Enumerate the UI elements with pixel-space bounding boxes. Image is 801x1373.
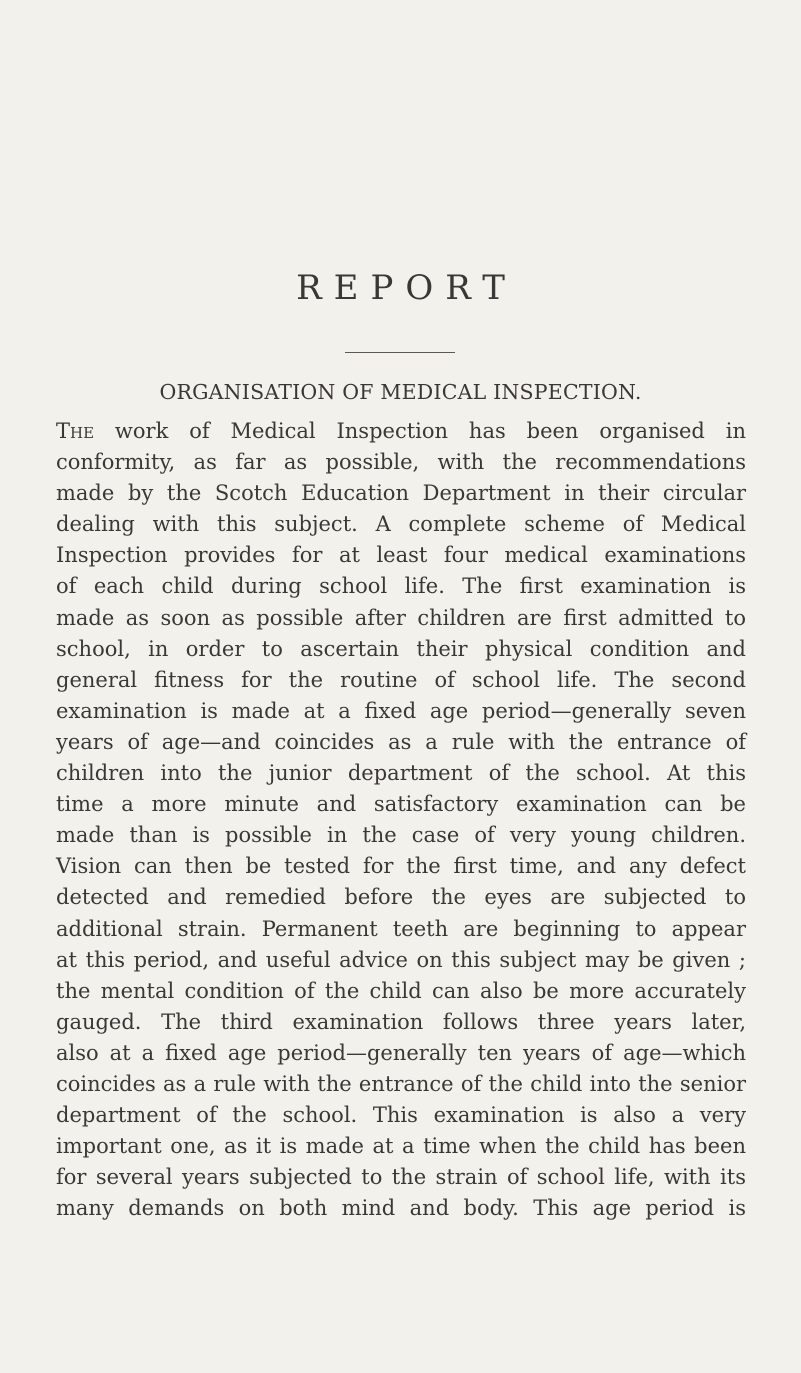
text-line: made by the Scotch Education Department in their circular [56, 481, 746, 506]
first-word: The [56, 419, 95, 443]
text-line: coincides as a rule with the entrance of the child into the senior [56, 1071, 746, 1096]
text-line: Vision can then be tested for the first time, and any defect [56, 854, 746, 879]
text-line: the mental condition of the child can also be more accurately [56, 978, 746, 1003]
text-line: examination is made at a fixed age period—generally seven [56, 698, 746, 723]
text-line: many demands on both mind and body. This age period is [56, 1196, 746, 1221]
text-line-content: work of Medical Inspection has been organised in [94, 419, 746, 443]
text-line: made than is possible in the case of very young children. [56, 823, 746, 848]
text-line: department of the school. This examination is also a very [56, 1103, 746, 1128]
text-line: Inspection provides for at least four medical examinations [56, 543, 746, 568]
text-line: important one, as it is made at a time when the child has been [56, 1134, 746, 1159]
text-line: children into the junior department of the school. At this [56, 761, 746, 786]
text-line: years of age—and coincides as a rule with the entrance of [56, 729, 746, 754]
text-line: time a more minute and satisfactory examination can be [56, 792, 746, 817]
title-divider [345, 352, 455, 353]
text-line [56, 416, 746, 447]
text-line: additional strain. Permanent teeth are beginning to appear [56, 916, 746, 941]
text-line: made as soon as possible after children are first admitted to [56, 605, 746, 630]
body-text [56, 416, 746, 1224]
section-heading: ORGANISATION OF MEDICAL INSPECTION. [159, 380, 642, 404]
text-line: general fitness for the routine of school life. The second [56, 667, 746, 692]
text-line: conformity, as far as possible, with the recommendations [56, 450, 746, 475]
text-line: school, in order to ascertain their physical condition and [56, 636, 746, 661]
text-line: at this period, and useful advice on this subject may be given ; [56, 947, 746, 972]
text-line: detected and remedied before the eyes are subjected to [56, 885, 746, 910]
text-line: gauged. The third examination follows three years later, [56, 1009, 746, 1034]
text-line: for several years subjected to the strain of school life, with its [56, 1165, 746, 1190]
text-line: also at a fixed age period—generally ten years of age—which [56, 1040, 746, 1065]
text-line: dealing with this subject. A complete scheme of Medical [56, 512, 746, 537]
text-line: of each child during school life. The first examination is [56, 574, 746, 599]
report-title: REPORT [296, 268, 517, 308]
